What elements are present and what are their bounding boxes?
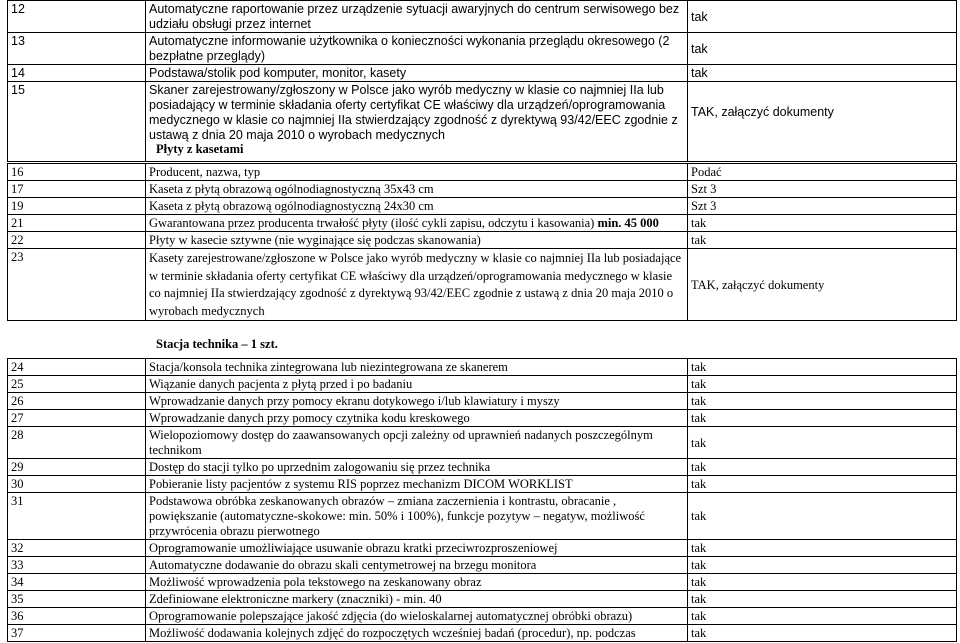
row-number: 27 [8,410,146,427]
row-description: Pobieranie listy pacjentów z systemu RIS poprzez mechanizm DICOM WORKLIST [146,476,688,493]
table-row [8,164,957,181]
table-row [8,591,957,608]
row-description: Wprowadzanie danych przy pomocy ekranu dotykowego i/lub klawiatury i myszy [146,393,688,410]
row-number: 22 [8,232,146,249]
row-description: Automatyczne dodawanie do obrazu skali centymetrowej na brzegu monitora [146,557,688,574]
row-number: 24 [8,359,146,376]
row-description: Wielopoziomowy dostęp do zaawansowanych opcji zależny od uprawnień nadanych poszczególnym technikom [146,427,688,459]
row-description: Automatyczne informowanie użytkownika o konieczności wykonania przeglądu okresowego (2 bezpłatne przeglądy) [146,33,688,65]
row-description: Oprogramowanie polepszające jakość zdjęcia (do wieloskalarnej automatycznej obróbki obrazu) [146,608,688,625]
row-value: Szt 3 [688,181,957,198]
row-number: 16 [8,164,146,181]
row-number: 31 [8,493,146,540]
table-row [8,198,957,215]
spec-table-scanner [7,0,957,162]
row-description: Płyty w kasecie sztywne (nie wyginające się podczas skanowania) [146,232,688,249]
row-number: 29 [8,459,146,476]
row-description: Wiązanie danych pacjenta z płytą przed i po badaniu [146,376,688,393]
section-title-stacja: Stacja technika – 1 szt. [156,337,278,351]
row-value: tak [688,476,957,493]
row-description [146,215,688,232]
row-number: 17 [8,181,146,198]
row-number: 25 [8,376,146,393]
row-value: tak [688,459,957,476]
row-number: 15 [8,82,146,162]
row-description: Wprowadzanie danych przy pomocy czytnika kodu kreskowego [146,410,688,427]
row-number: 36 [8,608,146,625]
table-row [8,410,957,427]
row-description: Kaseta z płytą obrazową ogólnodiagnostyczną 24x30 cm [146,198,688,215]
table-row [8,608,957,625]
row-number: 33 [8,557,146,574]
row-number: 13 [8,33,146,65]
table-row [8,557,957,574]
row-number: 12 [8,1,146,33]
row-value: tak [688,65,957,82]
row-description-text: Skaner zarejestrowany/zgłoszony w Polsce jako wyrób medyczny w klasie co najmniej IIa lub posiadający w terminie składania oferty certyfikat CE właściwy dla urządzeń/oprogramowania medycznego w klasie co najmniej IIa stwierdzający zgodność z dyrektywą 93/42/EEC zgodnie z ustawą z dnia 20 maja 2010 o wyrobach medycznych [149,83,678,142]
row-number: 23 [8,249,146,321]
row-number: 35 [8,591,146,608]
spec-table-workstation [7,358,957,642]
table-row [8,393,957,410]
row-description: Dostęp do stacji tylko po uprzednim zalogowaniu się przez technika [146,459,688,476]
row-description: Kaseta z płytą obrazową ogólnodiagnostyczną 35x43 cm [146,181,688,198]
row-number: 14 [8,65,146,82]
table-row [8,359,957,376]
row-value: tak [688,557,957,574]
row-number: 32 [8,540,146,557]
row-value: tak [688,33,957,65]
table-row [8,65,957,82]
row-value: Szt 3 [688,198,957,215]
row-value: tak [688,540,957,557]
row-value: tak [688,215,957,232]
row-value: tak [688,232,957,249]
spec-table-plates [7,163,957,321]
row-number: 21 [8,215,146,232]
row-number: 37 [8,625,146,642]
row-description: Stacja/konsola technika zintegrowana lub niezintegrowana ze skanerem [146,359,688,376]
table-row [8,82,957,162]
table-row [8,574,957,591]
row-description: Możliwość wprowadzenia pola tekstowego na zeskanowany obraz [146,574,688,591]
row-value: tak [688,427,957,459]
row-value: tak [688,1,957,33]
table-row [8,625,957,642]
table-row [8,1,957,33]
row-number: 34 [8,574,146,591]
row-value: tak [688,625,957,642]
row-value: tak [688,410,957,427]
row-value: tak [688,591,957,608]
table-row [8,493,957,540]
row-number: 28 [8,427,146,459]
row-value: Podać [688,164,957,181]
table-row [8,427,957,459]
row-description: Możliwość dodawania kolejnych zdjęć do rozpoczętych wcześniej badań (procedur), np. podczas [146,625,688,642]
row-number: 30 [8,476,146,493]
table-row [8,33,957,65]
row-description: Podstawa/stolik pod komputer, monitor, kasety [146,65,688,82]
section-title-plyty: Płyty z kasetami [156,142,244,156]
row-description: Podstawowa obróbka zeskanowanych obrazów – zmiana zaczernienia i kontrastu, obracanie , powiększanie (automatyczne-skokowe: min. 50% i 100%), funkcje pozytyw – negatyw, możliwość przywrócenia obrazu pierwotnego [146,493,688,540]
row-value: tak [688,493,957,540]
row-number: 26 [8,393,146,410]
row-value: TAK, załączyć dokumenty [688,249,957,321]
table-row [8,540,957,557]
row-description-bold: min. 45 000 [597,216,659,230]
table-row [8,476,957,493]
row-description: Automatyczne raportowanie przez urządzenie sytuacji awaryjnych do centrum serwisowego bez udziału obsługi przez internet [146,1,688,33]
table-row [8,181,957,198]
table-row [8,232,957,249]
row-description: Oprogramowanie umożliwiające usuwanie obrazu kratki przeciwrozproszeniowej [146,540,688,557]
table-row [8,459,957,476]
row-value: tak [688,393,957,410]
row-value: tak [688,376,957,393]
table-row [8,215,957,232]
row-value: TAK, załączyć dokumenty [688,82,957,162]
row-value: tak [688,359,957,376]
row-description: Producent, nazwa, typ [146,164,688,181]
row-description-text: Gwarantowana przez producenta trwałość płyty (ilość cykli zapisu, odczytu i kasowania) [149,216,598,230]
row-value: tak [688,574,957,591]
row-description: Zdefiniowane elektroniczne markery (znaczniki) - min. 40 [146,591,688,608]
table-row [8,376,957,393]
row-number: 19 [8,198,146,215]
row-value: tak [688,608,957,625]
table-row [8,249,957,321]
row-description: Kasety zarejestrowane/zgłoszone w Polsce jako wyrób medyczny w klasie co najmniej IIa lub posiadające w terminie składania oferty certyfikat CE właściwy dla urządzeń/oprogramowania medycznego w klasie co najmniej IIa stwierdzający zgodność z dyrektywą 93/42/EEC zgodnie z ustawą z dnia 20 maja 2010 o wyrobach medycznych [146,249,688,321]
